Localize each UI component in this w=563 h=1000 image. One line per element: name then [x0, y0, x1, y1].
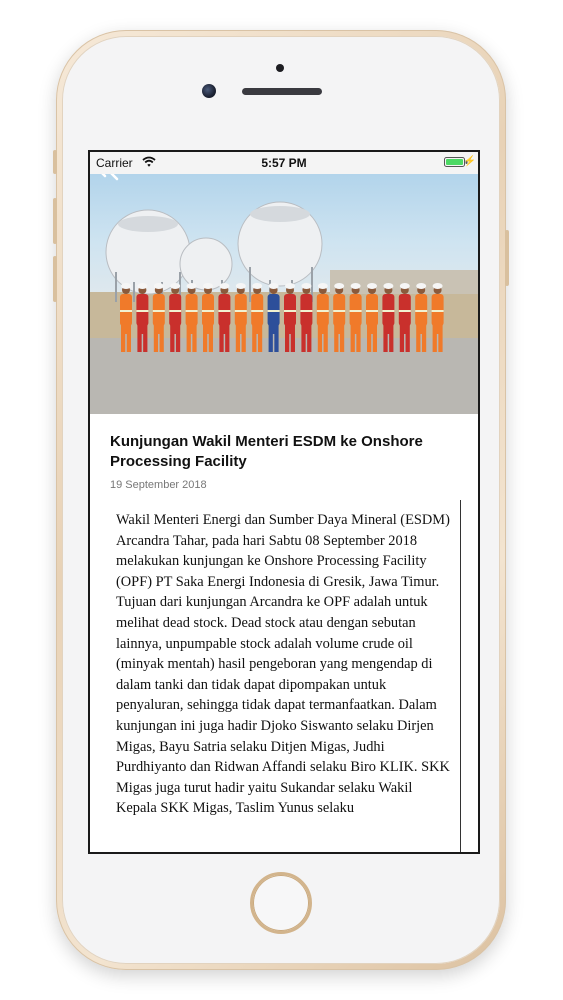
- app-screen: [88, 150, 480, 854]
- home-button[interactable]: [250, 872, 312, 934]
- article-body: Wakil Menteri Energi dan Sumber Daya Mineral (ESDM) Arcandra Tahar, pada hari Sabtu 08 September 2018 melakukan kunjungan ke Onshore Processing Facility (OPF) PT Saka Energi Indonesia di Gresik, Jawa Timur. Tujuan dari kunjungan Arcandra ke OPF adalah untuk melihat dead stock. Dead stock atau dengan sebutan lainnya, unpumpable stock adalah volume crude oil (minyak mentah) hasil pengeboran yang mengendap di dalam tanki dan tidak dapat dipompakan untuk penyaluran, sehingga tidak dapat termanfaatkan. Dalam kunjungan ini juga hadir Djoko Siswanto selaku Dirjen Migas, Bayu Satria selaku Ditjen Migas, Judhi Purdhiyanto dan Ridwan Affandi selaku Biro KLIK. SKK Migas juga turut hadir yaitu Sukandar selaku Wakil Kepala SKK Migas, Taslim Yunus selaku: [116, 512, 450, 817]
- charging-bolt-icon: ⚡: [463, 156, 476, 167]
- volume-up-button: [53, 198, 57, 244]
- front-camera: [202, 84, 216, 98]
- status-bar: [90, 152, 478, 174]
- article-hero-image[interactable]: [90, 152, 478, 414]
- article-body-scroll[interactable]: [110, 500, 461, 854]
- power-button: [505, 230, 509, 286]
- carrier-label: Carrier: [96, 156, 133, 170]
- article-title: Kunjungan Wakil Menteri ESDM ke Onshore Processing Facility: [110, 433, 423, 470]
- hero-photo: [90, 152, 478, 414]
- volume-down-button: [53, 256, 57, 302]
- mute-switch: [53, 150, 57, 174]
- status-time: 5:57 PM: [261, 156, 307, 170]
- proximity-sensor: [276, 64, 284, 72]
- earpiece-speaker: [242, 88, 322, 95]
- article-date: 19 September 2018: [110, 479, 207, 491]
